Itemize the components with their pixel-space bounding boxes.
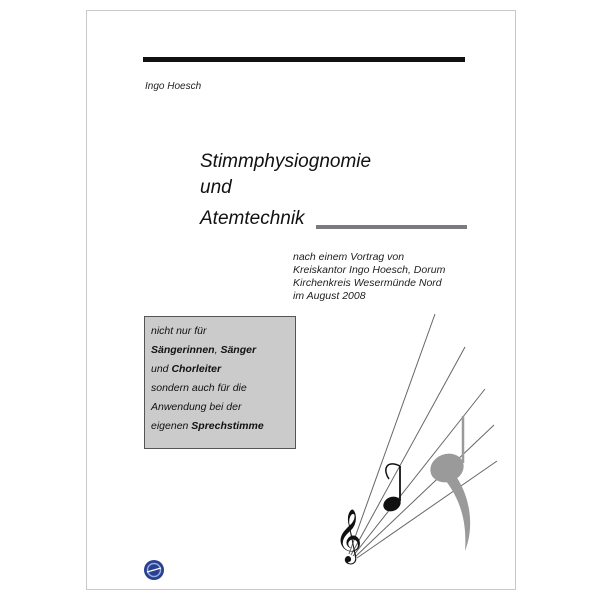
treble-clef-icon: 𝄞 [335, 508, 363, 562]
box-line-1: nicht nur für [151, 325, 207, 337]
subtitle-line: nach einem Vortrag von [293, 251, 405, 263]
box-line-4: sondern auch für die [151, 382, 247, 394]
box-bold-saengerinnen: Sängerinnen [151, 344, 215, 356]
title-line-1: Stimmphysiognomie [200, 151, 372, 172]
box-line-2 [151, 341, 289, 360]
box-separator: , [214, 344, 221, 356]
box-line-6 [151, 417, 289, 436]
title-line-3: Atemtechnik [200, 208, 305, 229]
box-line-3 [151, 360, 289, 379]
audience-box [144, 316, 296, 449]
title-line-2: und [200, 177, 232, 198]
box-line-3-pre: und [151, 363, 172, 375]
document-page [86, 10, 516, 590]
subtitle-line: im August 2008 [293, 290, 366, 302]
box-line-5: Anwendung bei der [151, 401, 242, 413]
author-name: Ingo Hoesch [145, 81, 202, 92]
music-staff-illustration [87, 11, 517, 591]
subtitle-line: Kreiskantor Ingo Hoesch, Dorum [293, 264, 446, 276]
box-line-6-pre: eigenen [151, 420, 192, 432]
box-bold-sprechstimme: Sprechstimme [191, 420, 264, 432]
box-bold-chorleiter: Chorleiter [171, 363, 222, 375]
box-bold-saenger: Sänger [220, 344, 257, 356]
subtitle-line: Kirchenkreis Wesermünde Nord [293, 277, 442, 289]
eighth-note-icon [381, 464, 403, 514]
publisher-logo-icon [143, 559, 165, 581]
